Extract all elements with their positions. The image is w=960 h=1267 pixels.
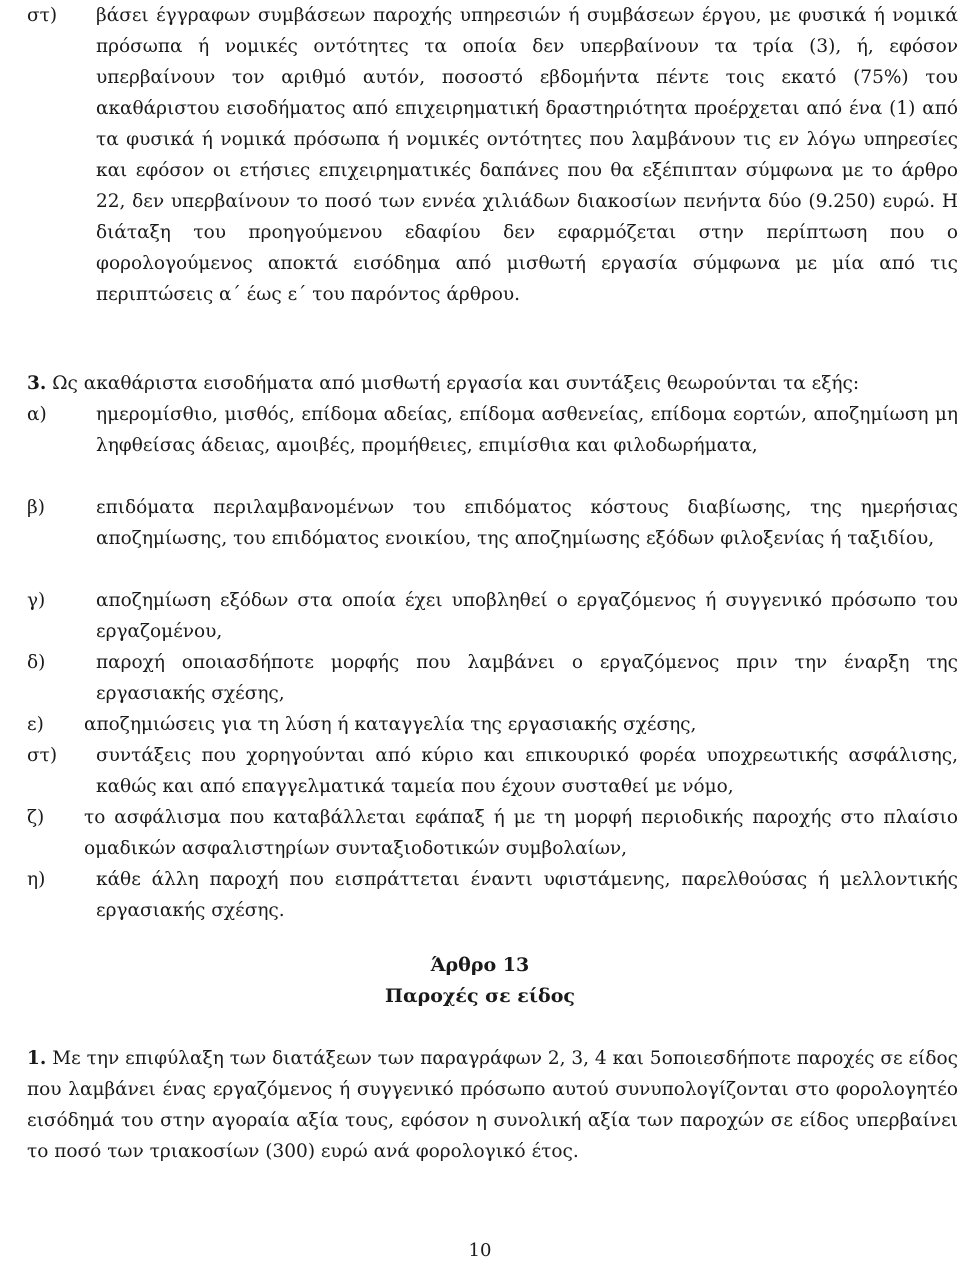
list-item-label: β) xyxy=(27,497,45,518)
list-item xyxy=(0,802,958,864)
list-item-st xyxy=(0,0,958,310)
paragraph-number: 1. xyxy=(27,1048,47,1069)
list-item-label: ζ) xyxy=(27,807,45,828)
list-item-label: δ) xyxy=(27,652,46,673)
list-item-label: γ) xyxy=(27,590,46,611)
list-item-text: βάσει έγγραφων συμβάσεων παροχής υπηρεσιών ή συμβάσεων έργου, με φυσικά ή νομικά πρόσωπα ή νομικές οντότητες τα οποία δεν υπερβαίνουν τα τρία (3), ή, εφόσον υπερβαίνουν τον αριθμό αυτόν, ποσοστό εβδομήντα πέντε τοις εκατό (75%) του ακαθάριστου εισοδήματος από επιχειρηματική δραστηριότητα προέρχεται από ένα (1) από τα φυσικά ή νομικά πρόσωπα ή νομικές οντότητες που λαμβάνουν τις εν λόγω υπηρεσίες και εφόσον οι ετήσιες επιχειρηματικές δαπάνες που θα εξέπιπταν σύμφωνα με το άρθρο 22, δεν υπερβαίνουν το ποσό των εννέα χιλιάδων διακοσίων πενήντα δύο (9.250) ευρώ. Η διάταξη του προηγούμενου εδαφίου δεν εφαρμόζεται στην περίπτωση που ο φορολογούμενος αποκτά εισόδημα από μισθωτή εργασία σύμφωνα με μία από τις περιπτώσεις α΄ έως ε΄ του παρόντος άρθρου. xyxy=(96,5,958,305)
list-item xyxy=(0,492,958,554)
list-item-label: η) xyxy=(27,869,46,890)
list-item xyxy=(0,647,958,709)
list-item xyxy=(0,585,958,647)
list-item xyxy=(0,864,958,926)
list-item-text: επιδόματα περιλαμβανομένων του επιδόματος κόστους διαβίωσης, της ημερήσιας αποζημίωσης, του επιδόματος ενοικίου, της αποζημίωσης εξόδων φιλοξενίας ή ταξιδίου, xyxy=(96,497,958,549)
paragraph-3-intro xyxy=(27,368,958,399)
list-item-text: παροχή οποιασδήποτε μορφής που λαμβάνει ο εργαζόμενος πριν την έναρξη της εργασιακής σχέσης, xyxy=(96,652,958,704)
article-number: Άρθρο 13 xyxy=(430,954,530,976)
list-item xyxy=(0,709,958,740)
list-item-label: στ) xyxy=(27,745,58,766)
paragraph-1 xyxy=(27,1043,958,1167)
list-item xyxy=(0,740,958,802)
paragraph-intro-text: Ως ακαθάριστα εισοδήματα από μισθωτή εργασία και συντάξεις θεωρούνται τα εξής: xyxy=(52,373,860,394)
article-title: Παροχές σε είδος xyxy=(385,985,575,1007)
list-item-text: συντάξεις που χορηγούνται από κύριο και επικουρικό φορέα υποχρεωτικής ασφάλισης, καθώς και από επαγγελματικά ταμεία που έχουν συσταθεί με νόμο, xyxy=(96,745,958,797)
paragraph-text: Με την επιφύλαξη των διατάξεων των παραγράφων 2, 3, 4 και 5οποιεσδήποτε παροχές σε είδος που λαμβάνει ένας εργαζόμενος ή συγγενικό πρόσωπο αυτού συνυπολογίζονται στο φορολογητέο εισόδημά του στην αγοραία αξία τους, εφόσον η συνολική αξία των παροχών σε είδος υπερβαίνει το ποσό των τριακοσίων (300) ευρώ ανά φορολογικό έτος. xyxy=(27,1048,958,1162)
list-item xyxy=(0,399,958,461)
page-number: 10 xyxy=(468,1240,492,1261)
paragraph-number: 3. xyxy=(27,373,47,394)
list-item-text: αποζημίωση εξόδων στα οποία έχει υποβληθεί ο εργαζόμενος ή συγγενικό πρόσωπο του εργαζομένου, xyxy=(96,590,958,642)
list-item-text: κάθε άλλη παροχή που εισπράττεται έναντι υφιστάμενης, παρελθούσας ή μελλοντικής εργασιακής σχέσης. xyxy=(96,869,958,921)
list-item-text: ημερομίσθιο, μισθός, επίδομα αδείας, επίδομα ασθενείας, επίδομα εορτών, αποζημίωση μη ληφθείσας άδειας, αμοιβές, προμήθειες, επιμίσθια και φιλοδωρήματα, xyxy=(96,404,958,456)
list-item-label: στ) xyxy=(27,5,58,26)
list-item-label: ε) xyxy=(27,714,44,735)
list-item-text: το ασφάλισμα που καταβάλλεται εφάπαξ ή με τη μορφή περιοδικής παροχής στο πλαίσιο ομαδικών ασφαλιστηρίων συνταξιοδοτικών συμβολαίων, xyxy=(84,807,958,859)
list-item-text: αποζημιώσεις για τη λύση ή καταγγελία της εργασιακής σχέσης, xyxy=(84,714,697,735)
list-item-label: α) xyxy=(27,404,47,425)
